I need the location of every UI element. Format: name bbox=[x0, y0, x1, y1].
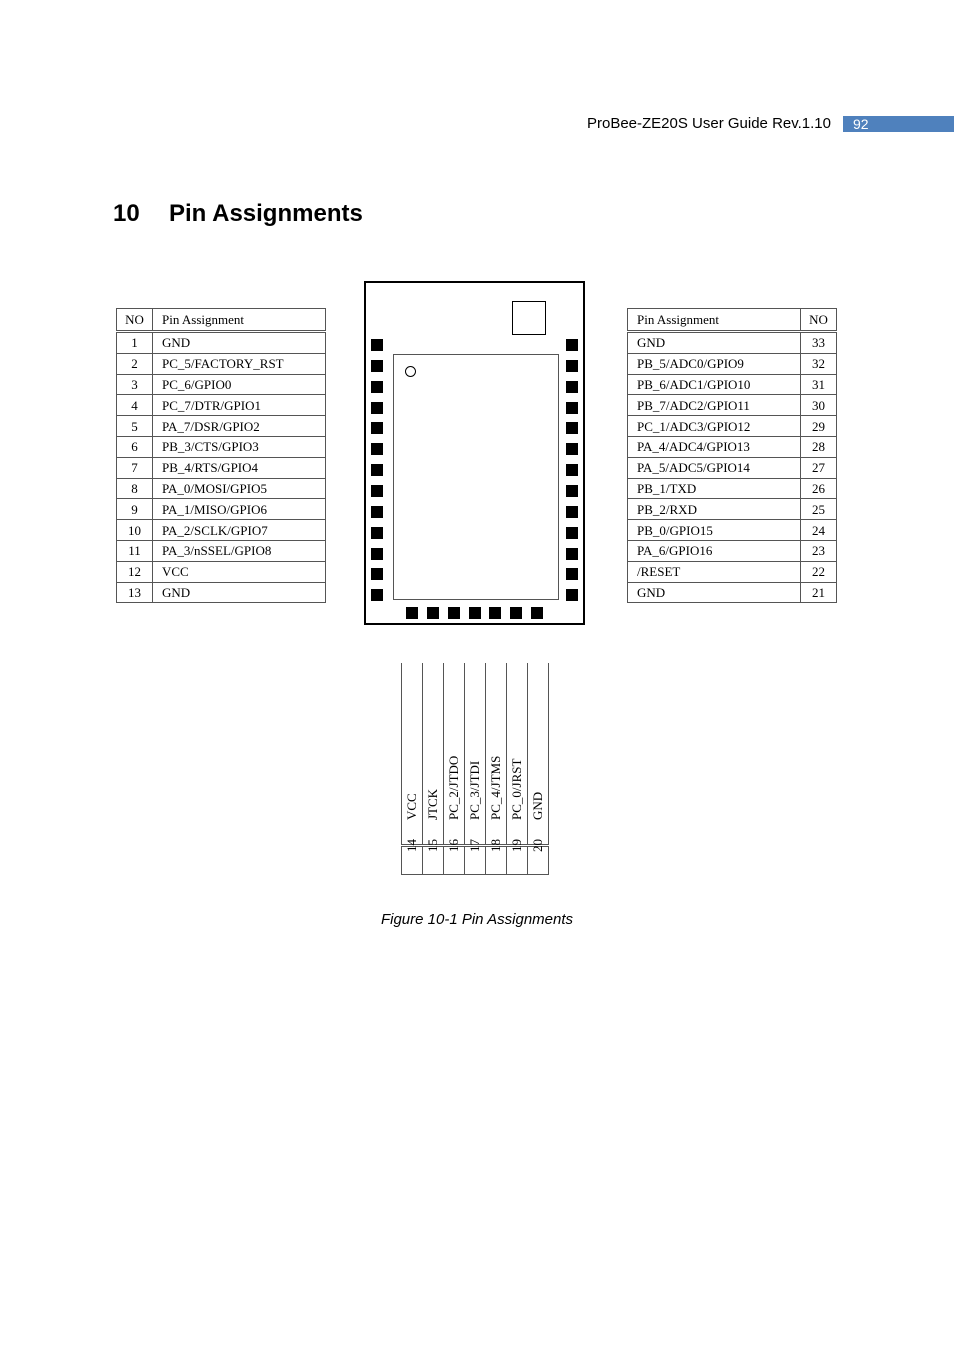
pin-number: 1 bbox=[117, 332, 153, 354]
pin-pad bbox=[371, 339, 383, 351]
pin-assignment: PA_0/MOSI/GPIO5 bbox=[153, 478, 326, 499]
pin-assignment: PA_5/ADC5/GPIO14 bbox=[628, 457, 801, 478]
pin-number: 4 bbox=[117, 395, 153, 416]
pin-assignment: PA_2/SCLK/GPIO7 bbox=[153, 520, 326, 541]
pin-number: 28 bbox=[801, 436, 837, 457]
pin-number: 2 bbox=[117, 353, 153, 374]
table-row bbox=[628, 499, 837, 520]
pin-pad bbox=[566, 527, 578, 539]
pin-pad bbox=[566, 381, 578, 393]
figure-caption: Figure 10-1 Pin Assignments bbox=[380, 911, 574, 928]
running-header-title: ProBee-ZE20S User Guide Rev.1.10 bbox=[586, 115, 831, 132]
pin-assignment: /RESET bbox=[628, 561, 801, 582]
bottom-pin-table bbox=[401, 663, 549, 875]
table-row bbox=[117, 436, 326, 457]
pin-pad bbox=[566, 568, 578, 580]
pin-pad bbox=[371, 506, 383, 518]
pin-assignment: PA_6/GPIO16 bbox=[628, 540, 801, 561]
signal-cell bbox=[402, 663, 423, 846]
signal-label: VCC bbox=[404, 793, 419, 820]
pin-assignment: PB_4/RTS/GPIO4 bbox=[153, 457, 326, 478]
pin-number: 3 bbox=[117, 374, 153, 395]
pin-assignment: PA_1/MISO/GPIO6 bbox=[153, 499, 326, 520]
pin-number: 8 bbox=[117, 478, 153, 499]
table-row bbox=[628, 353, 837, 374]
column-header-assignment: Pin Assignment bbox=[153, 309, 326, 332]
pin-assignment: PB_7/ADC2/GPIO11 bbox=[628, 395, 801, 416]
pin-number: 30 bbox=[801, 395, 837, 416]
pin-number: 5 bbox=[117, 416, 153, 437]
pin-assignment: PB_1/TXD bbox=[628, 478, 801, 499]
signal-label: GND bbox=[530, 791, 545, 820]
signal-label: PC_2/JTDO bbox=[446, 755, 461, 820]
table-row bbox=[117, 540, 326, 561]
section-heading bbox=[113, 200, 363, 228]
pin-pad bbox=[510, 607, 522, 619]
signal-cell bbox=[528, 663, 549, 846]
table-row bbox=[117, 395, 326, 416]
pin-pad bbox=[371, 360, 383, 372]
signal-cell bbox=[465, 663, 486, 846]
signal-cell bbox=[444, 663, 465, 846]
pin-number: 11 bbox=[117, 540, 153, 561]
pin-assignment: PB_0/GPIO15 bbox=[628, 520, 801, 541]
pin-assignment: GND bbox=[628, 582, 801, 603]
pin-pad bbox=[566, 506, 578, 518]
pin-pad bbox=[371, 402, 383, 414]
pin-pad bbox=[371, 527, 383, 539]
number-cell bbox=[444, 839, 465, 875]
table-row bbox=[628, 395, 837, 416]
table-row bbox=[628, 478, 837, 499]
pin-number: 9 bbox=[117, 499, 153, 520]
column-header-no: NO bbox=[801, 309, 837, 332]
pin-assignment: GND bbox=[153, 582, 326, 603]
pin-number: 7 bbox=[117, 457, 153, 478]
pin-number: 21 bbox=[801, 582, 837, 603]
pin-number: 20 bbox=[530, 839, 545, 852]
pin-number: 23 bbox=[801, 540, 837, 561]
table-header-row bbox=[628, 309, 837, 332]
column-header-assignment: Pin Assignment bbox=[628, 309, 801, 332]
pin-number: 18 bbox=[488, 839, 503, 852]
pin-pad bbox=[489, 607, 501, 619]
table-row bbox=[628, 332, 837, 354]
table-row bbox=[628, 416, 837, 437]
pin-number: 22 bbox=[801, 561, 837, 582]
pin-assignment: PC_1/ADC3/GPIO12 bbox=[628, 416, 801, 437]
signal-label: PC_4/JTMS bbox=[488, 755, 503, 820]
chip-outline bbox=[393, 354, 559, 600]
table-row bbox=[628, 520, 837, 541]
table-row bbox=[628, 540, 837, 561]
column-header-no: NO bbox=[117, 309, 153, 332]
pin-number: 26 bbox=[801, 478, 837, 499]
table-row bbox=[628, 457, 837, 478]
table-row bbox=[117, 582, 326, 603]
pin-pad bbox=[566, 422, 578, 434]
pin-number: 14 bbox=[404, 839, 419, 852]
table-row bbox=[117, 353, 326, 374]
number-cell bbox=[507, 839, 528, 875]
pin-assignment: PA_4/ADC4/GPIO13 bbox=[628, 436, 801, 457]
table-row bbox=[628, 436, 837, 457]
table-row bbox=[117, 478, 326, 499]
table-row bbox=[117, 457, 326, 478]
pin-pad bbox=[566, 443, 578, 455]
pin-assignment: PC_5/FACTORY_RST bbox=[153, 353, 326, 374]
pin-pad bbox=[531, 607, 543, 619]
signal-label: PC_3/JTDI bbox=[467, 760, 482, 820]
table-row bbox=[628, 374, 837, 395]
pin-number: 27 bbox=[801, 457, 837, 478]
pin-pad bbox=[566, 548, 578, 560]
number-cell bbox=[465, 839, 486, 875]
left-pin-table bbox=[116, 308, 326, 603]
pin-assignment: PA_3/nSSEL/GPIO8 bbox=[153, 540, 326, 561]
antenna-square bbox=[512, 301, 546, 335]
section-title: Pin Assignments bbox=[169, 200, 363, 227]
pin-pad bbox=[371, 464, 383, 476]
right-table-body bbox=[628, 332, 837, 603]
pin-assignment: PC_6/GPIO0 bbox=[153, 374, 326, 395]
pin-assignment: PB_2/RXD bbox=[628, 499, 801, 520]
table-header-row bbox=[117, 309, 326, 332]
pin-number: 32 bbox=[801, 353, 837, 374]
left-table-body bbox=[117, 332, 326, 603]
number-row bbox=[402, 846, 549, 875]
pin-pad bbox=[427, 607, 439, 619]
pin-number: 31 bbox=[801, 374, 837, 395]
pin-pad bbox=[566, 485, 578, 497]
pin-assignment: PA_7/DSR/GPIO2 bbox=[153, 416, 326, 437]
pin-number: 29 bbox=[801, 416, 837, 437]
pin-pad bbox=[566, 339, 578, 351]
pin-pad bbox=[371, 381, 383, 393]
number-cell bbox=[423, 839, 444, 875]
table-row bbox=[117, 561, 326, 582]
pin-number: 17 bbox=[467, 839, 482, 852]
pin-number: 25 bbox=[801, 499, 837, 520]
signal-cell bbox=[507, 663, 528, 846]
pin-assignment: GND bbox=[628, 332, 801, 354]
pin-number: 19 bbox=[509, 839, 524, 852]
pin-pad bbox=[448, 607, 460, 619]
pin-number: 16 bbox=[446, 839, 461, 852]
table-row bbox=[117, 499, 326, 520]
pin-assignment: PB_6/ADC1/GPIO10 bbox=[628, 374, 801, 395]
table-row bbox=[628, 582, 837, 603]
pin-pad bbox=[371, 589, 383, 601]
number-cell bbox=[402, 839, 423, 875]
pin-pad bbox=[371, 443, 383, 455]
pin-number: 13 bbox=[117, 582, 153, 603]
right-pin-table bbox=[627, 308, 837, 603]
signal-label: JTCK bbox=[425, 788, 440, 820]
pin-pad bbox=[371, 485, 383, 497]
pin-number: 6 bbox=[117, 436, 153, 457]
section-number: 10 bbox=[113, 200, 140, 227]
pin-assignment: GND bbox=[153, 332, 326, 354]
pin-assignment: VCC bbox=[153, 561, 326, 582]
pin-pad bbox=[371, 422, 383, 434]
pin-number: 15 bbox=[425, 839, 440, 852]
table-row bbox=[628, 561, 837, 582]
pin-pad bbox=[469, 607, 481, 619]
pin-assignment: PC_7/DTR/GPIO1 bbox=[153, 395, 326, 416]
pin-number: 10 bbox=[117, 520, 153, 541]
table-row bbox=[117, 332, 326, 354]
signal-label: PC_0/JRST bbox=[509, 758, 524, 820]
table-row bbox=[117, 374, 326, 395]
page-number-badge: 92 bbox=[843, 116, 954, 132]
table-row bbox=[117, 416, 326, 437]
pin-pad bbox=[371, 568, 383, 580]
pin-assignment: PB_3/CTS/GPIO3 bbox=[153, 436, 326, 457]
signal-row bbox=[402, 663, 549, 846]
number-cell bbox=[528, 839, 549, 875]
pin-assignment: PB_5/ADC0/GPIO9 bbox=[628, 353, 801, 374]
pin-pad bbox=[371, 548, 383, 560]
pin-pad bbox=[566, 402, 578, 414]
table-row bbox=[117, 520, 326, 541]
signal-cell bbox=[486, 663, 507, 846]
signal-cell bbox=[423, 663, 444, 846]
pin-pad bbox=[566, 360, 578, 372]
pin-number: 12 bbox=[117, 561, 153, 582]
pin-number: 33 bbox=[801, 332, 837, 354]
pin1-marker-dot bbox=[405, 366, 416, 377]
pin-pad bbox=[566, 464, 578, 476]
pin-pad bbox=[406, 607, 418, 619]
number-cell bbox=[486, 839, 507, 875]
pin-number: 24 bbox=[801, 520, 837, 541]
pin-pad bbox=[566, 589, 578, 601]
module-diagram bbox=[364, 281, 585, 625]
